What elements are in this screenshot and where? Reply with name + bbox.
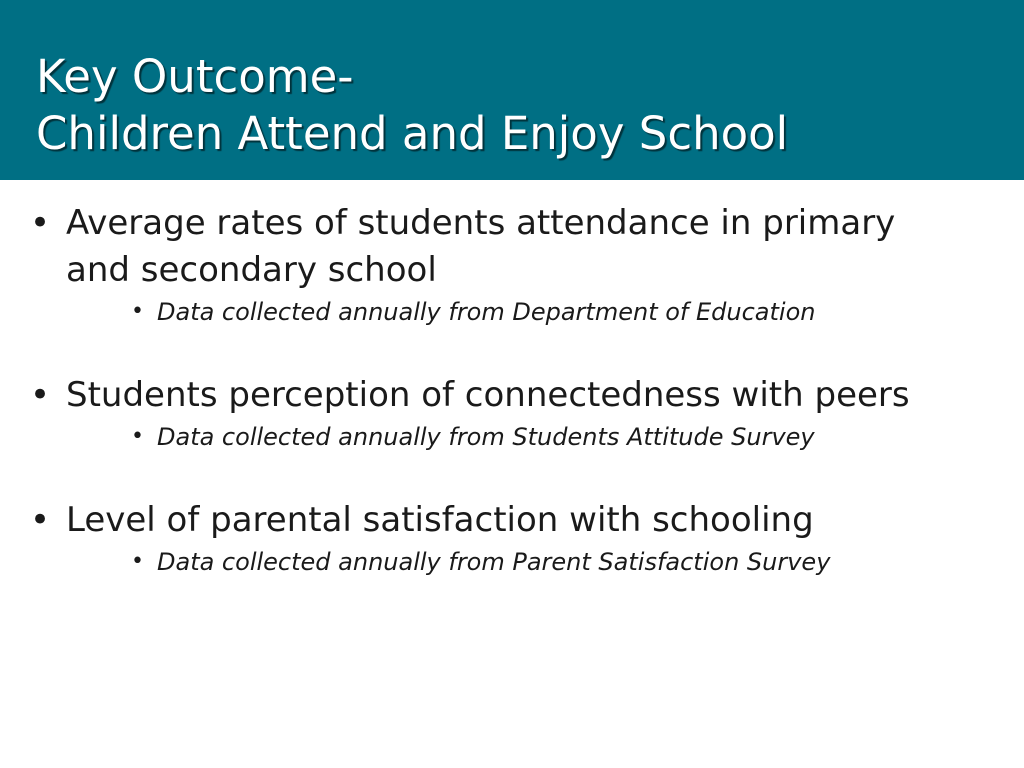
bullet-text: Level of parental satisfaction with schooling [66, 500, 814, 540]
sub-bullet-dot-icon: • [131, 424, 144, 449]
sub-bullet-item [0, 544, 1024, 580]
bullet-block-parental-satisfaction [0, 497, 1024, 580]
slide-title-line-2: Children Attend and Enjoy School [36, 107, 789, 160]
bullet-text: Students perception of connectedness with peers [66, 375, 910, 415]
slide-title-line-1: Key Outcome- [36, 50, 354, 103]
bullet-block-attendance [0, 200, 1024, 330]
sub-bullet-text: Data collected annually from Students Attitude Survey [157, 423, 815, 451]
bullet-item [0, 200, 946, 294]
bullet-text: Average rates of students attendance in primary and secondary school [66, 203, 896, 290]
sub-bullet-dot-icon: • [131, 299, 144, 324]
sub-bullet-text: Data collected annually from Department of Education [157, 298, 816, 326]
sub-bullet-item [0, 294, 1024, 330]
bullet-dot-icon: • [30, 203, 51, 243]
title-bar [0, 0, 1024, 180]
sub-bullet-item [0, 419, 1024, 455]
bullet-item [0, 372, 946, 419]
sub-bullet-text: Data collected annually from Parent Satisfaction Survey [157, 548, 831, 576]
slide-content [0, 200, 1024, 622]
bullet-block-connectedness [0, 372, 1024, 455]
bullet-item [0, 497, 946, 544]
bullet-dot-icon: • [30, 500, 51, 540]
bullet-dot-icon: • [30, 375, 51, 415]
sub-bullet-dot-icon: • [131, 549, 144, 574]
